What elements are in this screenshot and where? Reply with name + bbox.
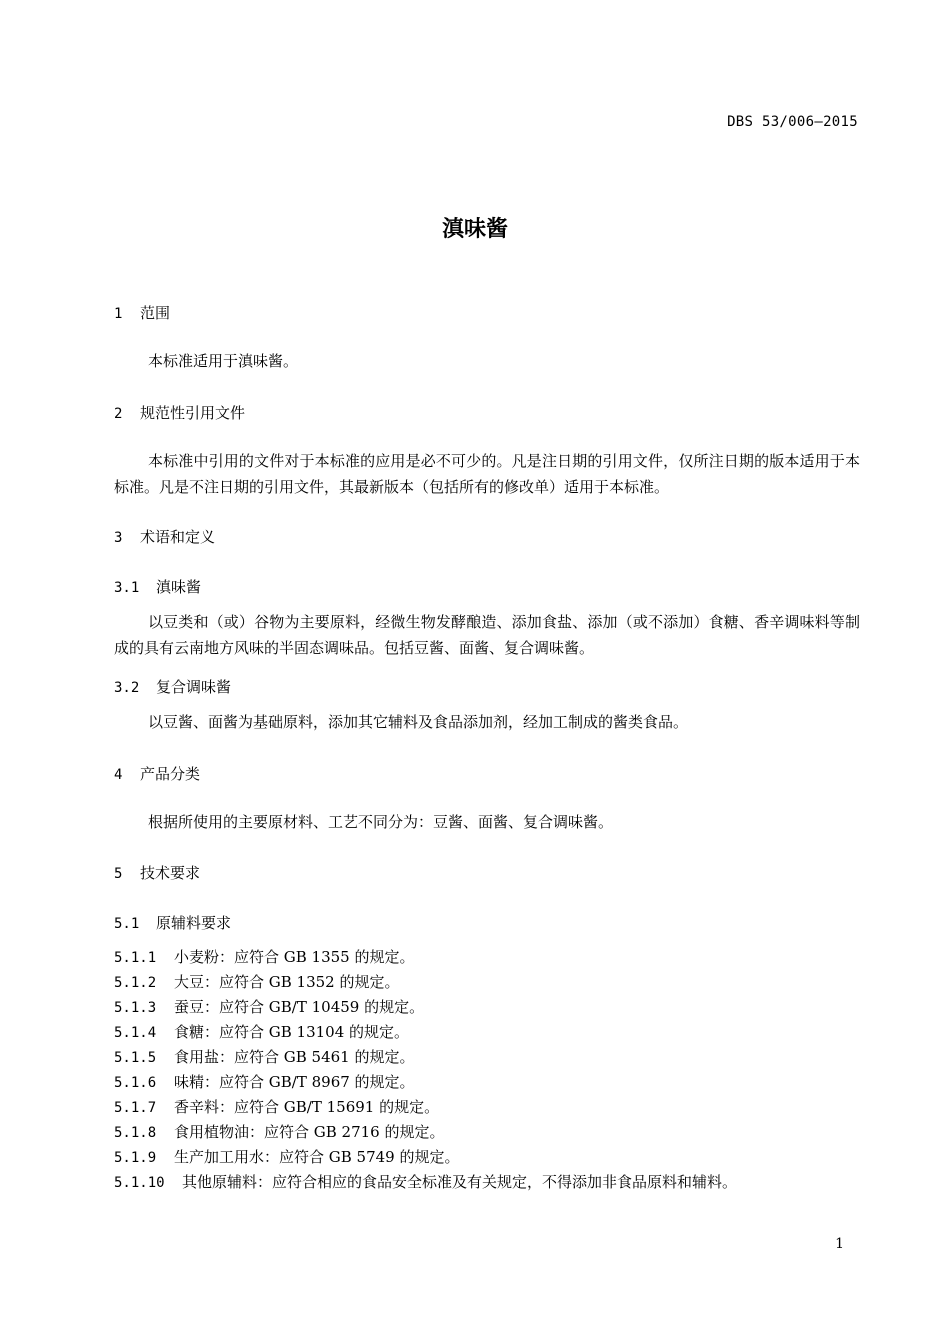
section-title: 滇味酱 [156,578,202,596]
item-text: 食糖：应符合 GB 13104 的规定。 [174,1023,410,1041]
item-text: 食用植物油：应符合 GB 2716 的规定。 [174,1123,445,1141]
item-number: 5.1.7 [114,1100,157,1116]
section-5-heading [114,862,200,883]
list-item [114,970,400,996]
item-number: 5.1.8 [114,1125,157,1141]
section-5-1-heading [114,912,231,933]
list-item [114,945,415,971]
section-number: 3.1 [114,580,140,596]
page-number: 1 [835,1236,844,1252]
list-item [114,1070,415,1096]
section-title: 范围 [140,304,171,322]
section-3-2-heading [114,676,231,697]
item-number: 5.1.4 [114,1025,157,1041]
section-3-heading [114,526,215,547]
section-number: 4 [114,767,123,783]
list-item [114,1045,415,1071]
list-item [114,1170,737,1196]
list-item [114,1095,439,1121]
section-number: 5 [114,866,123,882]
section-1-heading [114,302,170,323]
section-title: 产品分类 [140,765,201,783]
section-title: 原辅料要求 [156,914,232,932]
section-title: 复合调味酱 [156,678,232,696]
section-2-text: 本标准中引用的文件对于本标准的应用是必不可少的。凡是注日期的引用文件，仅所注日期的版本适用于本标准。凡是不注日期的引用文件，其最新版本（包括所有的修改单）适用于本标准。 [114,452,860,496]
item-text: 小麦粉：应符合 GB 1355 的规定。 [174,948,415,966]
list-item [114,1145,460,1171]
section-title: 规范性引用文件 [140,404,246,422]
list-item [114,1020,409,1046]
section-number: 3 [114,530,123,546]
section-number: 3.2 [114,680,140,696]
item-number: 5.1.6 [114,1075,157,1091]
section-3-2-text: 以豆酱、面酱为基础原料，添加其它辅料及食品添加剂，经加工制成的酱类食品。 [148,713,689,731]
section-number: 5.1 [114,916,140,932]
section-4-text: 根据所使用的主要原材料、工艺不同分为：豆酱、面酱、复合调味酱。 [148,813,614,831]
section-1-text: 本标准适用于滇味酱。 [148,352,299,370]
item-text: 大豆：应符合 GB 1352 的规定。 [174,973,400,991]
item-text: 香辛料：应符合 GB/T 15691 的规定。 [174,1098,440,1116]
section-number: 1 [114,306,123,322]
item-text: 食用盐：应符合 GB 5461 的规定。 [174,1048,415,1066]
item-text: 生产加工用水：应符合 GB 5749 的规定。 [174,1148,460,1166]
list-item [114,995,424,1021]
section-number: 2 [114,406,123,422]
list-item [114,1120,445,1146]
item-text: 蚕豆：应符合 GB/T 10459 的规定。 [174,998,425,1016]
section-title: 技术要求 [140,864,201,882]
section-3-1-heading [114,576,201,597]
item-number: 5.1.9 [114,1150,157,1166]
item-number: 5.1.3 [114,1000,157,1016]
item-number: 5.1.2 [114,975,157,991]
standard-code: DBS 53/006—2015 [727,114,858,130]
section-title: 术语和定义 [140,528,216,546]
item-number: 5.1.5 [114,1050,157,1066]
item-text: 其他原辅料：应符合相应的食品安全标准及有关规定，不得添加非食品原料和辅料。 [182,1173,738,1191]
item-text: 味精：应符合 GB/T 8967 的规定。 [174,1073,415,1091]
section-3-1-text: 以豆类和（或）谷物为主要原料，经微生物发酵酿造、添加食盐、添加（或不添加）食糖、香辛调味料等制成的具有云南地方风味的半固态调味品。包括豆酱、面酱、复合调味酱。 [114,613,860,657]
item-number: 5.1.1 [114,950,157,966]
item-number: 5.1.10 [114,1175,165,1191]
section-4-heading [114,763,200,784]
section-2-heading [114,402,245,423]
document-title: 滇味酱 [441,217,508,242]
